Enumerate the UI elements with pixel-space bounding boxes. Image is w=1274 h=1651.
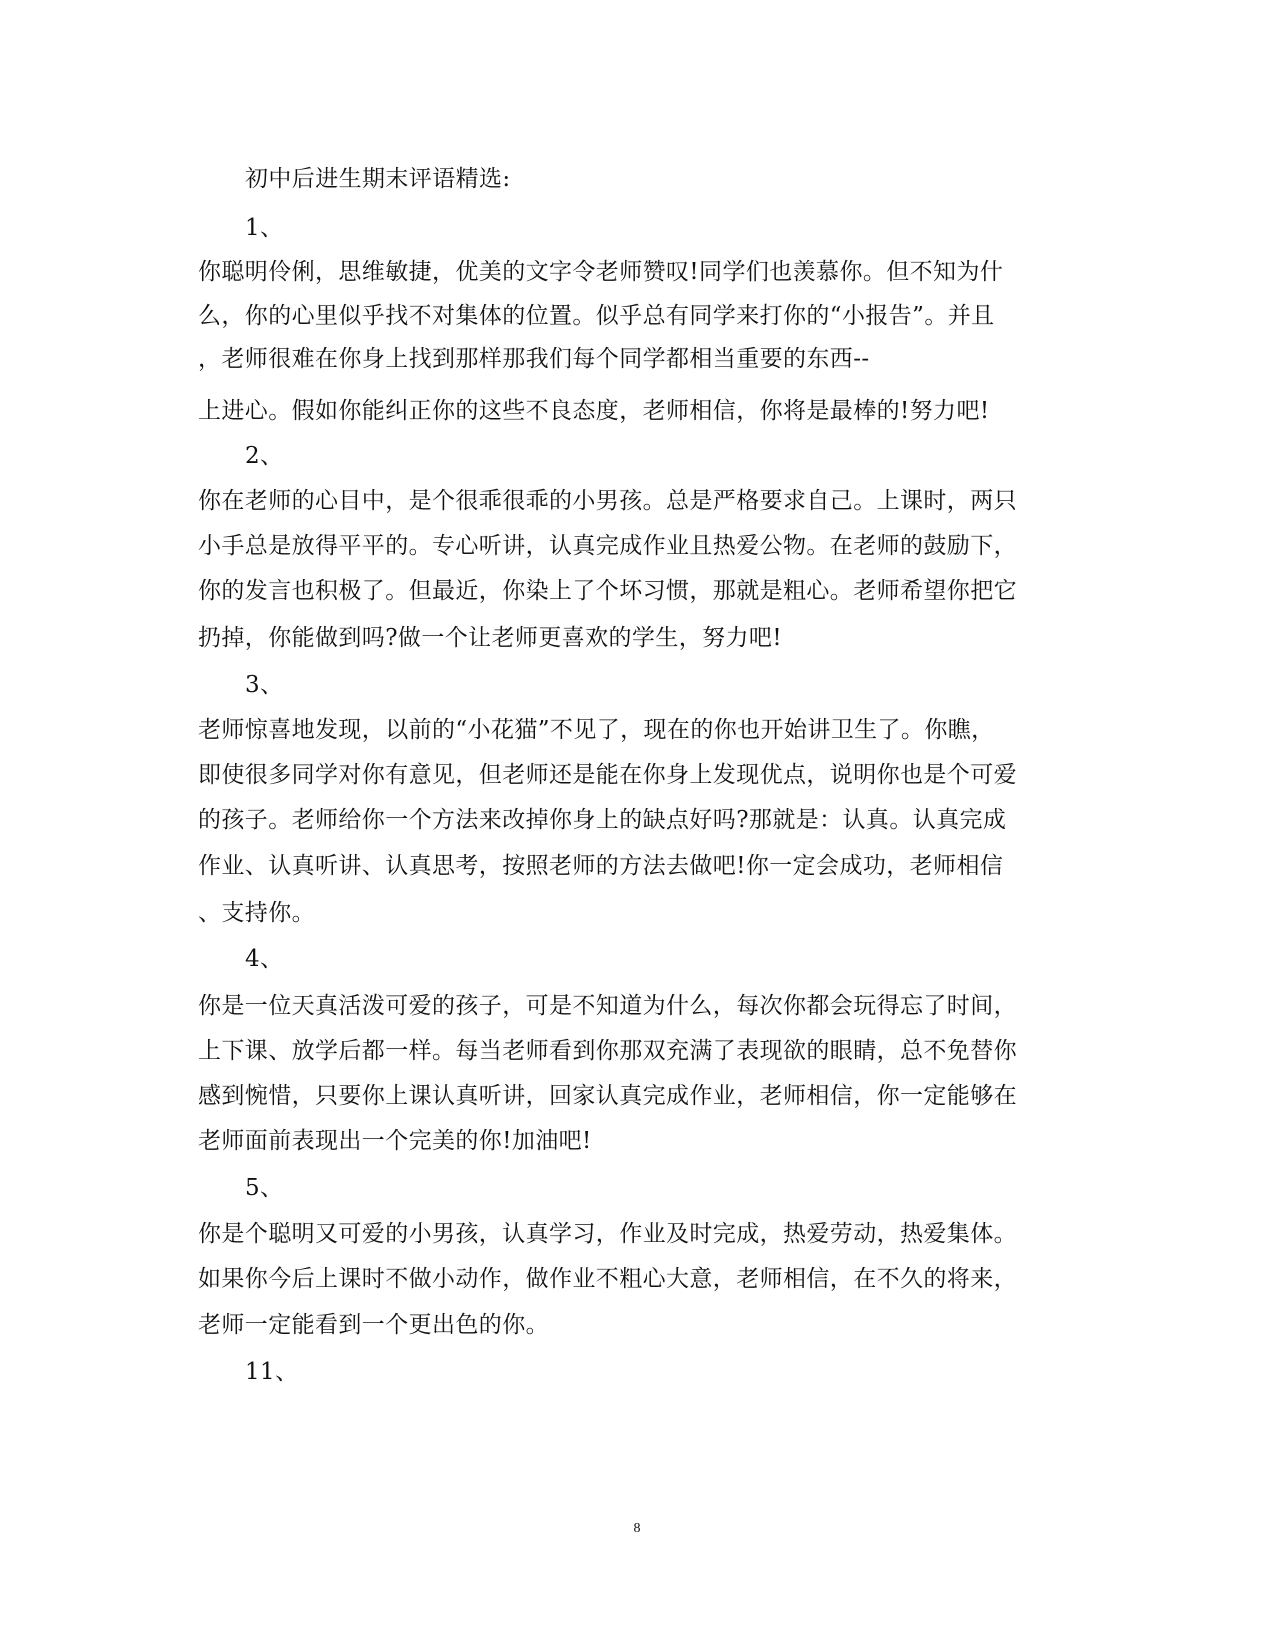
paragraph-line: 、支持你。 bbox=[198, 900, 315, 926]
paragraph-line: 老师面前表现出一个完美的你!加油吧! bbox=[198, 1128, 592, 1154]
section-number-1: 1、 bbox=[245, 215, 284, 241]
paragraph-line: 小手总是放得平平的。专心听讲，认真完成作业且热爱公物。在老师的鼓励下， bbox=[198, 533, 1017, 559]
paragraph-line: 你是个聪明又可爱的小男孩，认真学习，作业及时完成，热爱劳动，热爱集体。 bbox=[198, 1221, 1017, 1247]
paragraph-line: 即使很多同学对你有意见，但老师还是能在你身上发现优点，说明你也是个可爱 bbox=[198, 762, 1017, 788]
paragraph-line: 上进心。假如你能纠正你的这些不良态度，老师相信，你将是最棒的!努力吧! bbox=[198, 398, 990, 424]
paragraph-line: 么，你的心里似乎找不对集体的位置。似乎总有同学来打你的“小报告”。并且 bbox=[198, 303, 995, 329]
section-number-2: 2、 bbox=[245, 443, 284, 469]
document-title: 初中后进生期末评语精选: bbox=[245, 166, 511, 192]
paragraph-line: 老师惊喜地发现，以前的“小花猫”不见了，现在的你也开始讲卫生了。你瞧， bbox=[198, 717, 995, 743]
paragraph-line: 扔掉，你能做到吗?做一个让老师更喜欢的学生，努力吧! bbox=[198, 625, 782, 651]
paragraph-line: 老师一定能看到一个更出色的你。 bbox=[198, 1312, 549, 1338]
paragraph-line: 你在老师的心目中，是个很乖很乖的小男孩。总是严格要求自己。上课时，两只 bbox=[198, 488, 1017, 514]
paragraph-line: 你的发言也积极了。但最近，你染上了个坏习惯，那就是粗心。老师希望你把它 bbox=[198, 578, 1017, 604]
section-number-4: 4、 bbox=[245, 946, 284, 972]
paragraph-line: 感到惋惜，只要你上课认真听讲，回家认真完成作业，老师相信，你一定能够在 bbox=[198, 1083, 1017, 1109]
paragraph-line: 上下课、放学后都一样。每当老师看到你那双充满了表现欲的眼睛，总不免替你 bbox=[198, 1038, 1017, 1064]
paragraph-line: ，老师很难在你身上找到那样那我们每个同学都相当重要的东西-- bbox=[198, 346, 870, 372]
section-number-11: 11、 bbox=[245, 1359, 299, 1385]
page-number: 8 bbox=[633, 1521, 641, 1536]
section-number-3: 3、 bbox=[245, 672, 284, 698]
paragraph-line: 的孩子。老师给你一个方法来改掉你身上的缺点好吗?那就是：认真。认真完成 bbox=[198, 807, 1007, 833]
paragraph-line: 如果你今后上课时不做小动作，做作业不粗心大意，老师相信，在不久的将来， bbox=[198, 1266, 1017, 1292]
paragraph-line: 你聪明伶俐，思维敏捷，优美的文字令老师赞叹!同学们也羡慕你。但不知为什 bbox=[198, 259, 1004, 285]
section-number-5: 5、 bbox=[245, 1175, 284, 1201]
paragraph-line: 你是一位天真活泼可爱的孩子，可是不知道为什么，每次你都会玩得忘了时间， bbox=[198, 993, 1017, 1019]
paragraph-line: 作业、认真听讲、认真思考，按照老师的方法去做吧!你一定会成功，老师相信 bbox=[198, 853, 1004, 879]
